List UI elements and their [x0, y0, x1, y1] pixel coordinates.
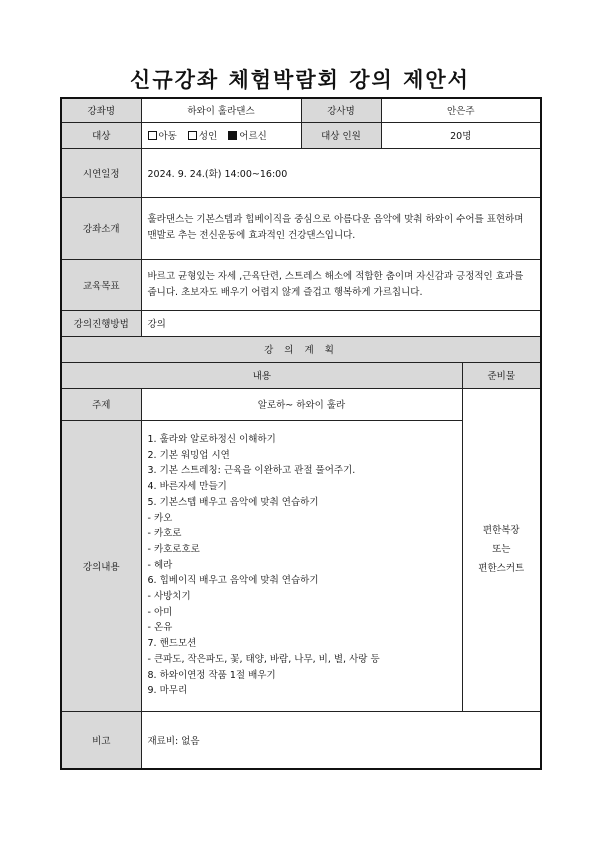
intro-value: 훌라댄스는 기본스텝과 힙베이직을 중심으로 아름다운 음악에 맞춰 하와이 수어를 표현하며 맨발로 추는 전신운동에 효과적인 건강댄스입니다. [141, 197, 541, 259]
row-plan-header [61, 336, 541, 362]
list-item: 2. 기본 워밍업 시연 [147, 449, 230, 461]
materials-column-header: 준비물 [462, 362, 541, 388]
list-item: - 큰파도, 작은파도, 꽃, 태양, 바람, 나무, 비, 별, 사랑 등 [147, 653, 380, 665]
list-item: - 온유 [147, 622, 173, 634]
instructor-value: 안은주 [381, 98, 541, 122]
course-name-value: 하와이 홀라댄스 [141, 98, 301, 122]
list-item: 8. 하와이연정 작품 1절 배우기 [147, 669, 276, 681]
remarks-value: 재료비: 없음 [141, 711, 541, 769]
method-label: 강의진행방법 [61, 310, 141, 336]
list-item: 3. 기본 스트레칭: 근육을 이완하고 관절 풀어주기. [147, 465, 356, 477]
list-item: 7. 핸드모션 [147, 638, 197, 650]
goal-label: 교육목표 [61, 259, 141, 310]
lecture-content-list [141, 420, 462, 711]
list-item: - 카오 [147, 512, 173, 524]
plan-section-heading: 강 의 계 획 [61, 336, 541, 362]
materials-line: 편한스커트 [478, 563, 525, 574]
target-options [141, 122, 301, 148]
checkbox-icon [188, 131, 197, 140]
row-target [61, 122, 541, 148]
proposal-form-table [60, 97, 542, 770]
row-goal [61, 259, 541, 310]
row-course [61, 98, 541, 122]
materials-line: 또는 [492, 544, 511, 555]
course-name-label: 강좌명 [61, 98, 141, 122]
topic-label: 주제 [61, 388, 141, 420]
target-count-value: 20명 [381, 122, 541, 148]
list-item: - 카호로 [147, 528, 182, 540]
list-item: - 아미 [147, 606, 173, 618]
row-plan-columns [61, 362, 541, 388]
target-option-senior[interactable]: 어르신 [228, 131, 267, 142]
instructor-label: 강사명 [301, 98, 381, 122]
target-count-label: 대상 인원 [301, 122, 381, 148]
goal-value: 바르고 균형있는 자세 ,근육단련, 스트레스 해소에 적합한 춤이며 자신감과 긍정적인 효과를 줍니다. 초보자도 배우기 어렵지 않게 즐겁고 행복하게 가르칩니다. [141, 259, 541, 310]
checkbox-icon [148, 131, 157, 140]
list-item: 1. 훌라와 알로하정신 이해하기 [147, 434, 276, 446]
target-option-adult[interactable]: 성인 [188, 131, 217, 142]
target-label: 대상 [61, 122, 141, 148]
target-option-child[interactable]: 아동 [148, 131, 177, 142]
row-topic [61, 388, 541, 420]
topic-value: 알로하~ 하와이 훌라 [141, 388, 462, 420]
row-schedule [61, 148, 541, 197]
intro-label: 강좌소개 [61, 197, 141, 259]
materials-value [462, 388, 541, 711]
list-item: 6. 힙베이직 배우고 음악에 맞춰 연습하기 [147, 575, 319, 587]
list-item: 9. 마무리 [147, 685, 188, 697]
list-item: 5. 기본스텝 배우고 음악에 맞춰 연습하기 [147, 496, 319, 508]
list-item: - 카호로호로 [147, 543, 200, 555]
materials-line: 편한복장 [482, 525, 520, 536]
schedule-value: 2024. 9. 24.(화) 14:00~16:00 [141, 148, 541, 197]
method-value: 강의 [141, 310, 541, 336]
row-intro [61, 197, 541, 259]
content-column-header: 내용 [61, 362, 462, 388]
list-item: - 헤라 [147, 559, 173, 571]
lecture-content-label: 강의내용 [61, 420, 141, 711]
list-item: 4. 바른자세 만들기 [147, 481, 227, 493]
schedule-label: 시연일정 [61, 148, 141, 197]
checkbox-checked-icon [228, 131, 237, 140]
list-item: - 사방치기 [147, 591, 191, 603]
row-method [61, 310, 541, 336]
page-title: 신규강좌 체험박람회 강의 제안서 [130, 68, 470, 92]
remarks-label: 비고 [61, 711, 141, 769]
row-remarks [61, 711, 541, 769]
